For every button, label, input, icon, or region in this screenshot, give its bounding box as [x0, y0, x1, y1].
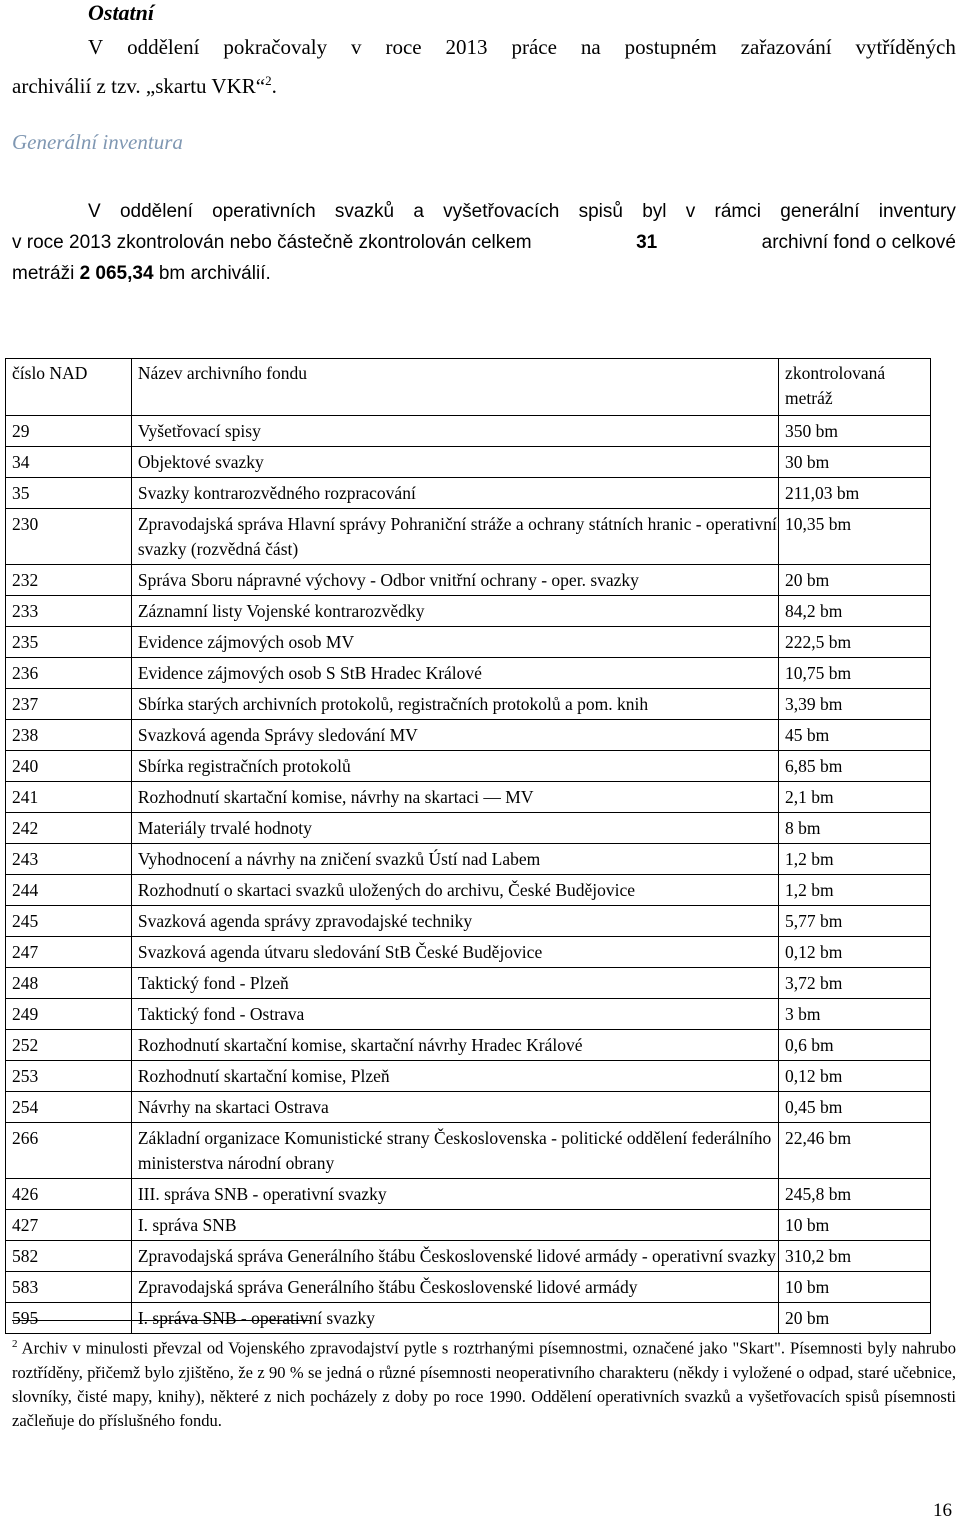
table-row: [6, 968, 931, 999]
cell-fund-name: Svazková agenda útvaru sledování StB České Budějovice: [131, 937, 778, 968]
cell-nad-number: 252: [6, 1030, 132, 1061]
table-row: [6, 844, 931, 875]
cell-nad-number: 249: [6, 999, 132, 1030]
section-heading-ostatni: Ostatní: [88, 0, 155, 25]
table-row: [6, 875, 931, 906]
cell-nad-number: 426: [6, 1179, 132, 1210]
footnote-reference[interactable]: 2: [265, 73, 272, 88]
paragraph-word: svazků: [334, 201, 395, 222]
paragraph-word: práce: [511, 35, 557, 59]
cell-checked-metrage: 20 bm: [779, 1303, 931, 1334]
cell-fund-name: Zpravodajská správa Hlavní správy Pohraniční stráže a ochrany státních hranic - operativní svazky (rozvědná část): [131, 509, 778, 565]
cell-checked-metrage: 8 bm: [779, 813, 931, 844]
paragraph-word: operativních: [212, 201, 316, 222]
cell-checked-metrage: 1,2 bm: [779, 875, 931, 906]
table-row: [6, 509, 931, 565]
cell-checked-metrage: 2,1 bm: [779, 782, 931, 813]
cell-fund-name: Objektové svazky: [131, 447, 778, 478]
cell-checked-metrage: 3,39 bm: [779, 689, 931, 720]
cell-fund-name: III. správa SNB - operativní svazky: [131, 1179, 778, 1210]
cell-nad-number: 233: [6, 596, 132, 627]
total-metrage: 2 065,34: [79, 263, 154, 284]
cell-nad-number: 583: [6, 1272, 132, 1303]
paragraph-text: .: [271, 74, 277, 98]
fund-count: 31: [636, 232, 658, 253]
cell-fund-name: I. správa SNB: [131, 1210, 778, 1241]
cell-nad-number: 230: [6, 509, 132, 565]
paragraph-word: byl: [642, 201, 667, 222]
cell-nad-number: 244: [6, 875, 132, 906]
table-row: [6, 658, 931, 689]
cell-nad-number: 232: [6, 565, 132, 596]
table-row: [6, 627, 931, 658]
paragraph-word: rámci: [714, 201, 761, 222]
paragraph-text: archivní fond o celkové: [761, 232, 956, 253]
table-row: [6, 1241, 931, 1272]
paragraph-word: vyšetřovacích: [443, 201, 560, 222]
paragraph-word: oddělení: [119, 201, 193, 222]
cell-checked-metrage: 211,03 bm: [779, 478, 931, 509]
cell-nad-number: 242: [6, 813, 132, 844]
cell-nad-number: 254: [6, 1092, 132, 1123]
cell-checked-metrage: 3 bm: [779, 999, 931, 1030]
cell-nad-number: 253: [6, 1061, 132, 1092]
cell-fund-name: Materiály trvalé hodnoty: [131, 813, 778, 844]
paragraph-word: na: [580, 35, 601, 59]
cell-nad-number: 237: [6, 689, 132, 720]
cell-fund-name: Vyšetřovací spisy: [131, 416, 778, 447]
cell-fund-name: Svazková agenda Správy sledování MV: [131, 720, 778, 751]
paragraph-text: metráži: [12, 263, 75, 284]
cell-checked-metrage: 30 bm: [779, 447, 931, 478]
cell-fund-name: Rozhodnutí skartační komise, Plzeň: [131, 1061, 778, 1092]
cell-fund-name: Vyhodnocení a návrhy na zničení svazků Ústí nad Labem: [131, 844, 778, 875]
cell-nad-number: 236: [6, 658, 132, 689]
cell-nad-number: 595: [6, 1303, 132, 1334]
cell-checked-metrage: 22,46 bm: [779, 1123, 931, 1179]
cell-fund-name: Rozhodnutí skartační komise, návrhy na skartaci — MV: [131, 782, 778, 813]
cell-checked-metrage: 84,2 bm: [779, 596, 931, 627]
cell-checked-metrage: 245,8 bm: [779, 1179, 931, 1210]
cell-nad-number: 35: [6, 478, 132, 509]
cell-nad-number: 240: [6, 751, 132, 782]
table-row: [6, 1092, 931, 1123]
table-row: [6, 720, 931, 751]
cell-fund-name: Správa Sboru nápravné výchovy - Odbor vnitřní ochrany - oper. svazky: [131, 565, 778, 596]
table-row: [6, 937, 931, 968]
cell-checked-metrage: 10,35 bm: [779, 509, 931, 565]
section-heading-inventura: Generální inventura: [12, 130, 183, 154]
cell-fund-name: Evidence zájmových osob S StB Hradec Králové: [131, 658, 778, 689]
table-row: [6, 813, 931, 844]
cell-nad-number: 34: [6, 447, 132, 478]
cell-fund-name: Taktický fond - Ostrava: [131, 999, 778, 1030]
cell-nad-number: 582: [6, 1241, 132, 1272]
paragraph-word: v: [685, 201, 696, 222]
cell-checked-metrage: 1,2 bm: [779, 844, 931, 875]
cell-fund-name: Taktický fond - Plzeň: [131, 968, 778, 999]
footnote-divider: [12, 1320, 312, 1321]
cell-nad-number: 247: [6, 937, 132, 968]
cell-nad-number: 238: [6, 720, 132, 751]
column-header-checked-metrage: zkontrolovaná metráž: [779, 359, 931, 416]
footnote: [12, 1332, 956, 1433]
paragraph-line: [12, 30, 956, 64]
cell-checked-metrage: 3,72 bm: [779, 968, 931, 999]
paragraph-line: [12, 258, 956, 289]
cell-checked-metrage: 5,77 bm: [779, 906, 931, 937]
cell-checked-metrage: 10 bm: [779, 1210, 931, 1241]
cell-fund-name: Návrhy na skartaci Ostrava: [131, 1092, 778, 1123]
paragraph-word: v: [351, 35, 362, 59]
paragraph-word: a: [413, 201, 424, 222]
table-row: [6, 1030, 931, 1061]
footnote-text: Archiv v minulosti převzal od Vojenského zpravodajství pytle s roztrhanými písemnostmi, označené jako "Skart". Písemnosti byly nahrubo roztříděny, přičemž bylo zjištěno, že z 90 % se jedná o různé písemnosti neoperativního charakteru (někdy i vyložené o odpad, staré učebnice, slovníky, čisté mapy, knihy), některé z nich pocházely z doby po roce 1990. Oddělení operativních svazků a vyšetřovacích spisů písemnosti začleňuje do příslušného fondu.: [12, 1338, 956, 1430]
paragraph-word: zařazování: [740, 35, 832, 59]
paragraph-word: pokračovaly: [223, 35, 328, 59]
cell-fund-name: Základní organizace Komunistické strany Československa - politické oddělení federálního ministerstva národní obrany: [131, 1123, 778, 1179]
paragraph-line: [12, 196, 956, 227]
cell-fund-name: Sbírka registračních protokolů: [131, 751, 778, 782]
cell-checked-metrage: 10,75 bm: [779, 658, 931, 689]
table-row: [6, 1123, 931, 1179]
cell-fund-name: Evidence zájmových osob MV: [131, 627, 778, 658]
table-row: [6, 1210, 931, 1241]
paragraph-word: vytříděných: [855, 35, 956, 59]
cell-checked-metrage: 0,45 bm: [779, 1092, 931, 1123]
table-row: [6, 1272, 931, 1303]
table-header-row: [6, 359, 931, 416]
paragraph-word: generální: [780, 201, 860, 222]
table-row: [6, 416, 931, 447]
paragraph-word: inventury: [878, 201, 956, 222]
cell-fund-name: Svazky kontrarozvědného rozpracování: [131, 478, 778, 509]
paragraph-line: [12, 64, 956, 103]
paragraph-word: V: [88, 35, 104, 59]
cell-fund-name: Zpravodajská správa Generálního štábu Československé lidové armády - operativní svazky: [131, 1241, 778, 1272]
paragraph-word: oddělení: [127, 35, 200, 59]
cell-checked-metrage: 0,12 bm: [779, 1061, 931, 1092]
column-header-nad-number: číslo NAD: [6, 359, 132, 416]
cell-fund-name: Rozhodnutí o skartaci svazků uložených do archivu, České Budějovice: [131, 875, 778, 906]
cell-fund-name: Rozhodnutí skartační komise, skartační návrhy Hradec Králové: [131, 1030, 778, 1061]
table-row: [6, 689, 931, 720]
table-row: [6, 1303, 931, 1334]
paragraph-word: spisů: [578, 201, 623, 222]
cell-nad-number: 248: [6, 968, 132, 999]
table-row: [6, 999, 931, 1030]
cell-checked-metrage: 0,12 bm: [779, 937, 931, 968]
cell-nad-number: 245: [6, 906, 132, 937]
paragraph-word: postupném: [624, 35, 717, 59]
table-row: [6, 751, 931, 782]
cell-checked-metrage: 350 bm: [779, 416, 931, 447]
cell-nad-number: 29: [6, 416, 132, 447]
table-row: [6, 906, 931, 937]
cell-nad-number: 243: [6, 844, 132, 875]
table-row: [6, 447, 931, 478]
cell-checked-metrage: 20 bm: [779, 565, 931, 596]
footnote-marker: 2: [12, 1338, 18, 1350]
cell-nad-number: 266: [6, 1123, 132, 1179]
paragraph-ostatni: [12, 30, 956, 103]
paragraph-word: V: [88, 201, 101, 222]
cell-checked-metrage: 6,85 bm: [779, 751, 931, 782]
cell-checked-metrage: 310,2 bm: [779, 1241, 931, 1272]
cell-fund-name: I. správa SNB - operativní svazky: [131, 1303, 778, 1334]
cell-nad-number: 427: [6, 1210, 132, 1241]
table-row: [6, 782, 931, 813]
cell-checked-metrage: 0,6 bm: [779, 1030, 931, 1061]
cell-checked-metrage: 10 bm: [779, 1272, 931, 1303]
cell-nad-number: 235: [6, 627, 132, 658]
cell-fund-name: Svazková agenda správy zpravodajské techniky: [131, 906, 778, 937]
cell-fund-name: Záznamní listy Vojenské kontrarozvědky: [131, 596, 778, 627]
cell-checked-metrage: 45 bm: [779, 720, 931, 751]
paragraph-word: roce: [385, 35, 422, 59]
paragraph-inventura: [12, 196, 956, 289]
paragraph-word: 2013: [445, 35, 488, 59]
paragraph-line: [12, 227, 956, 258]
paragraph-text: v roce 2013 zkontrolován nebo částečně zkontrolován celkem: [12, 232, 532, 253]
table-row: [6, 1179, 931, 1210]
cell-checked-metrage: 222,5 bm: [779, 627, 931, 658]
table-row: [6, 478, 931, 509]
inventory-table: [5, 358, 931, 1334]
column-header-fund-name: Název archivního fondu: [131, 359, 778, 416]
table-row: [6, 596, 931, 627]
table-row: [6, 565, 931, 596]
cell-nad-number: 241: [6, 782, 132, 813]
cell-fund-name: Zpravodajská správa Generálního štábu Československé lidové armády: [131, 1272, 778, 1303]
page-number: 16: [933, 1500, 952, 1521]
paragraph-text: archiválií z tzv. „skartu VKR“: [12, 74, 266, 98]
paragraph-text: bm archiválií.: [158, 263, 271, 284]
table-row: [6, 1061, 931, 1092]
cell-fund-name: Sbírka starých archivních protokolů, registračních protokolů a pom. knih: [131, 689, 778, 720]
